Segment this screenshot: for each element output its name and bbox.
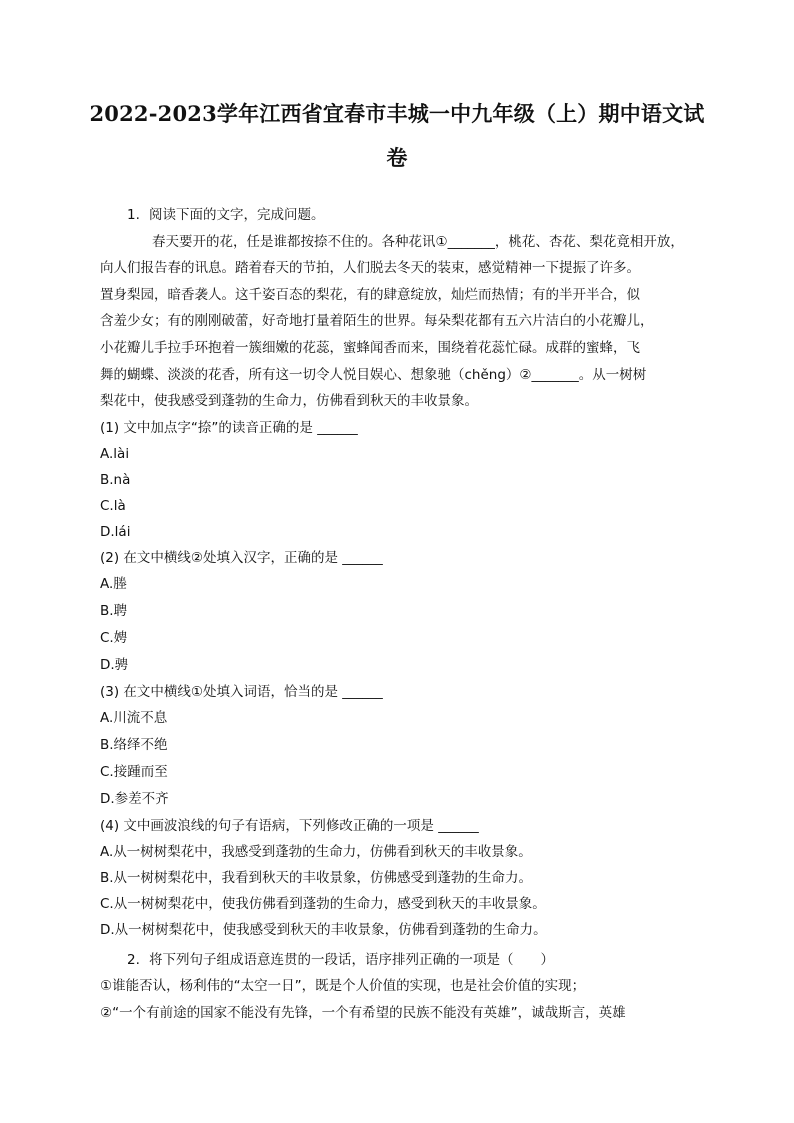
option-a[interactable]: A.lài	[100, 445, 130, 462]
sentence-item: ①谁能否认，杨利伟的“太空一日”，既是个人价值的实现，也是社会价值的实现；	[100, 978, 586, 995]
question-prompt: 将下列句子组成语意连贯的一段话，语序排列正确的一项是（ ）	[149, 951, 554, 968]
option-b[interactable]: B.从一树树梨花中，我看到秋天的丰收景象，仿佛感受到蓬勃的生命力。	[100, 869, 533, 886]
option-a[interactable]: A.川流不息	[100, 709, 168, 726]
option-a[interactable]: A.塍	[100, 575, 127, 592]
sentence-item: ②“一个有前途的国家不能没有先锋，一个有希望的民族不能没有英雄”，诚哉斯言，英雄	[100, 1004, 626, 1021]
passage-line: 向人们报告春的讯息。踏着春天的节拍，人们脱去冬天的装束，感觉精神一下提振了许多。	[100, 260, 640, 277]
question-number: 1.	[127, 207, 140, 223]
option-b[interactable]: B.络绎不绝	[100, 736, 168, 753]
passage-line: 梨花中，使我感受到蓬勃的生命力，仿佛看到秋天的丰收景象。	[100, 393, 478, 410]
title-line-1: 2022-2023学年江西省宜春市丰城一中九年级（上）期中语文试	[89, 101, 705, 126]
option-d[interactable]: D.骋	[100, 656, 129, 673]
question-2	[100, 947, 690, 1027]
sub-question-2	[100, 545, 690, 679]
passage-line: 置身梨园，暗香袭人。这千姿百态的梨花，有的肆意绽放，灿烂而热情；有的半开半合，似	[100, 286, 640, 303]
document-body	[100, 202, 690, 1027]
passage-line: 春天要开的花，任是谁都按捺不住的。各种花讯①_______，桃花、杏花、梨花竟相开放，	[152, 233, 684, 250]
passage-line: 含羞少女；有的刚刚破蕾，好奇地打量着陌生的世界。每朵梨花都有五六片洁白的小花瓣儿，	[100, 313, 654, 330]
question-prompt: 阅读下面的文字，完成问题。	[149, 207, 325, 223]
passage-line: 小花瓣儿手拉手环抱着一簇细嫩的花蕊，蜜蜂闻香而来，围绕着花蕊忙碌。成群的蜜蜂，飞	[100, 339, 640, 356]
question-number: 2.	[127, 951, 140, 968]
sub-questions	[100, 415, 690, 943]
option-d[interactable]: D.从一树树梨花中，使我感受到秋天的丰收景象，仿佛看到蓬勃的生命力。	[100, 921, 547, 938]
option-c[interactable]: C.娉	[100, 629, 128, 646]
option-d[interactable]: D.lái	[100, 523, 131, 540]
question-1	[100, 202, 690, 943]
question-1-header	[127, 202, 690, 229]
sentence-items	[100, 973, 690, 1026]
reading-passage	[100, 229, 690, 415]
sub-question-1	[100, 415, 690, 545]
sub-question-4	[100, 813, 690, 943]
option-b[interactable]: B.nà	[100, 471, 131, 488]
option-d[interactable]: D.参差不齐	[100, 790, 169, 807]
sub-question-label: (4) 文中画波浪线的句子有语病，下列修改正确的一项是 ______	[100, 817, 479, 834]
sub-question-label: (2) 在文中横线②处填入汉字，正确的是 ______	[100, 549, 383, 566]
option-a[interactable]: A.从一树树梨花中，我感受到蓬勃的生命力，仿佛看到秋天的丰收景象。	[100, 843, 532, 860]
option-c[interactable]: C.là	[100, 497, 126, 514]
option-b[interactable]: B.聘	[100, 602, 128, 619]
sub-question-3	[100, 679, 690, 813]
question-2-header	[127, 947, 690, 974]
option-c[interactable]: C.接踵而至	[100, 763, 168, 780]
option-c[interactable]: C.从一树树梨花中，使我仿佛看到蓬勃的生命力，感受到秋天的丰收景象。	[100, 895, 546, 912]
sub-question-label: (3) 在文中横线①处填入词语，恰当的是 ______	[100, 683, 383, 700]
document-title	[60, 92, 734, 180]
title-line-2: 卷	[386, 145, 408, 170]
sub-question-label: (1) 文中加点字“捺”的读音正确的是 ______	[100, 419, 358, 436]
passage-line: 舞的蝴蝶、淡淡的花香，所有这一切令人悦目娱心、想象驰（chěng）②_______。从一树树	[100, 366, 647, 383]
